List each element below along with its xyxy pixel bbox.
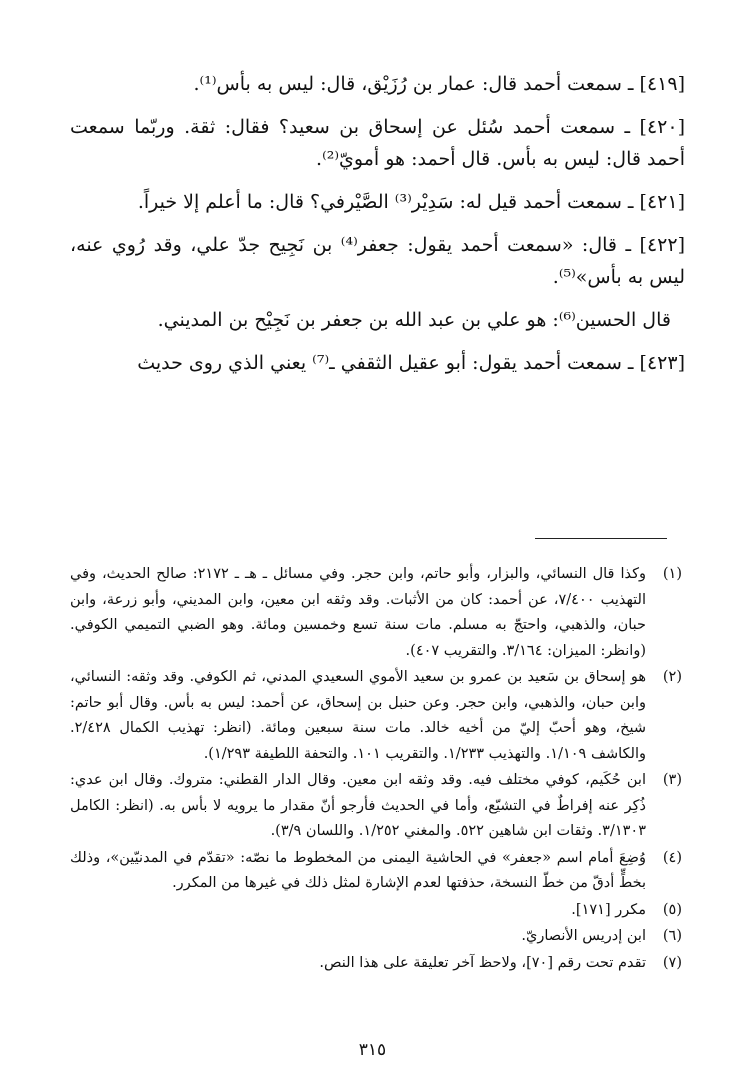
- entry-423: [٤٢٣] ـ سمعت أحمد يقول: أبو عقيل الثقفي ـ⁽⁷⁾ يعني الذي روى حديث: [137, 352, 685, 374]
- footnote-text: وكذا قال النسائي، والبزار، وأبو حاتم، وابن حجر. وفي مسائل ـ هـ ـ ٢١٧٢: صالح الحديث، وفي التهذيب ٧/٤٠٠، عن أحمد: كان من الأثبات. وقد وثقه ابن معين، وابن المديني، وأبو زرعة، وابن حبان، والذهبي، واحتجّ به مسلم. مات سنة تسع وخمسين ومائة. وهو الضبي التميمي الكوفي. (وانظر: الميزان: ٣/١٦٤. والتقريب ٤٠٧).: [70, 566, 647, 659]
- footnote-text: ابن إدريس الأنصاريّ.: [521, 928, 646, 944]
- footnote: [70, 768, 682, 845]
- footnote: [70, 665, 682, 767]
- entry-421: [٤٢١] ـ سمعت أحمد قيل له: سَدِيْر⁽³⁾ الصَّيْرفي؟ قال: ما أعلم إلا خيراً.: [137, 191, 685, 213]
- footnote: [70, 562, 682, 664]
- footnote-number: (٦): [662, 928, 682, 944]
- footnotes: [70, 562, 682, 977]
- footnote-number: (١): [662, 566, 682, 582]
- footnote-text: ابن حُكَيم، كوفي مختلف فيه. وقد وثقه ابن معين. وقال الدار القطني: متروك. وقال ابن عدي: ذُكِر عنه إفراطٌ في التشيّع، وأما في الحديث فأرجو أنّ مقدار ما يرويه لا بأس به. (انظر: الكامل ٣/١٣٠٣. وثقات ابن شاهين ٥٢٢. والمغني ١/٢٥٢. واللسان ٣/٩).: [70, 772, 646, 839]
- footnote-number: (٥): [662, 901, 682, 918]
- footnote: [70, 846, 682, 897]
- entry-420: [٤٢٠] ـ سمعت أحمد سُئل عن إسحاق بن سعيد؟ فقال: ثقة. وربّما سمعت أحمد قال: ليس به بأس. قال أحمد: هو أمويّ⁽²⁾.: [70, 116, 685, 170]
- page-number: ٣١٥: [358, 1040, 387, 1060]
- footnote: [70, 951, 682, 977]
- editor-comment: قال الحسين⁽⁶⁾: هو علي بن عبد الله بن جعفر بن نَجِيْح بن المديني.: [157, 309, 671, 331]
- footnote-number: (٤): [662, 849, 682, 866]
- entry-422: [٤٢٢] ـ قال: «سمعت أحمد يقول: جعفر⁽⁴⁾ بن نَجِيح جدّ علي، وقد رُوي عنه، ليس به بأس»⁽⁵⁾.: [70, 234, 685, 288]
- main-text: [70, 68, 685, 390]
- footnote-text: تقدم تحت رقم [٧٠]، ولاحظ آخر تعليقة على هذا النص.: [319, 954, 646, 971]
- footnote-number: (٣): [662, 772, 682, 788]
- entry-419: [٤١٩] ـ سمعت أحمد قال: عمار بن رُزَيْق، قال: ليس به بأس⁽¹⁾.: [193, 73, 685, 95]
- footnote: [70, 924, 682, 950]
- footnote: [70, 898, 682, 924]
- footnote-text: وُضِعَ أمام اسم «جعفر» في الحاشية اليمنى من المخطوط ما نصّه: «تقدّم في المدنيّين»، وذلك بخطٍّ أدقّ من خطّ النسخة، حذفتها لعدم الإشارة لمثل ذلك في غيرها من المكرر.: [70, 849, 646, 891]
- footnote-separator: [535, 538, 667, 539]
- footnote-text: هو إسحاق بن سَعيد بن عمرو بن سعيد الأموي السعيدي المدني، ثم الكوفي. وقد وثقه: النسائي، وابن حبان، والذهبي، وابن حجر. وعن حنبل بن إسحاق، عن أحمد: ليس به بأس. وقال أبو حاتم: شيخ، وهو أحبّ إليّ من أخيه خالد. مات سنة سبعين ومائة. (انظر: تهذيب الكمال ٢/٤٢٨. والكاشف ١/١٠٩. والتهذيب ١/٢٣٣. والتقريب ١٠١. والتحفة اللطيفة ١/٢٩٣).: [70, 669, 646, 762]
- footnote-number: (٢): [662, 669, 682, 685]
- footnote-number: (٧): [662, 954, 682, 971]
- footnote-text: مكرر [١٧١].: [571, 901, 646, 918]
